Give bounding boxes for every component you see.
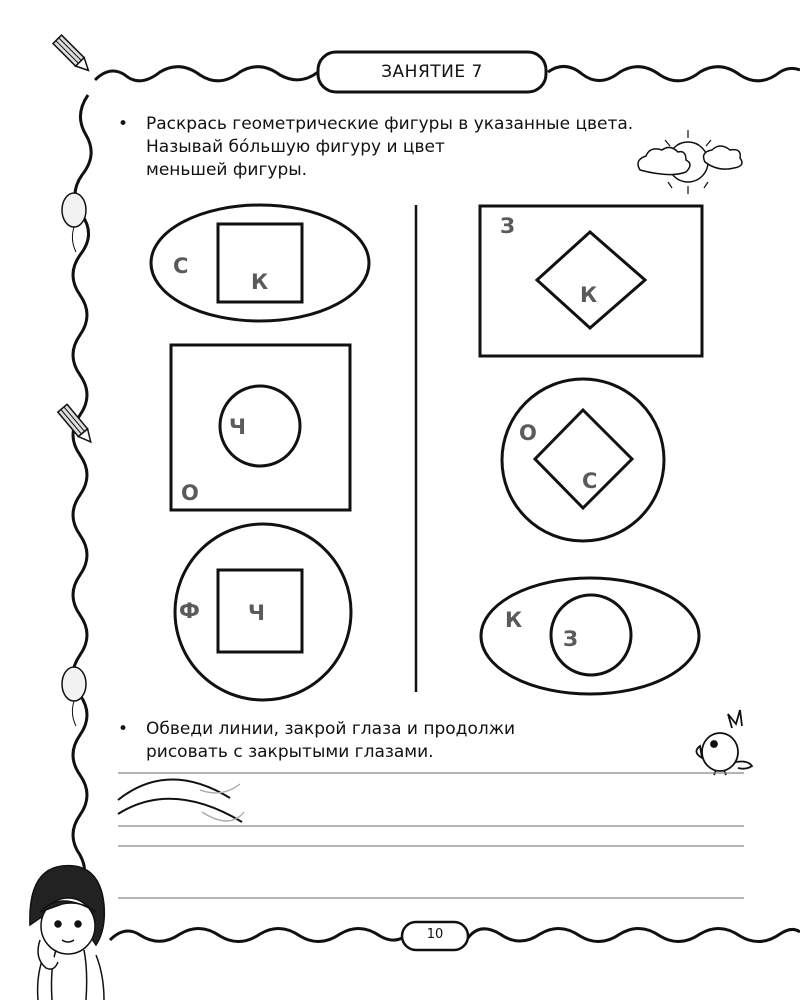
balloon-icon xyxy=(62,193,86,252)
trace-arc xyxy=(118,779,230,800)
task-1-line: меньшей фигуры. xyxy=(146,160,308,180)
bird-icon xyxy=(696,710,752,775)
color-label-inner: Ч xyxy=(248,601,265,625)
color-label-outer: О xyxy=(519,421,537,445)
figure-right-2-outer-circle xyxy=(502,379,664,541)
tracing-area xyxy=(118,773,744,898)
color-label-inner: З xyxy=(563,627,578,651)
page-number: 10 xyxy=(426,927,444,942)
color-label-inner: К xyxy=(580,283,598,307)
bullet: • xyxy=(118,114,129,134)
color-label-inner: Ч xyxy=(229,415,246,439)
figure-right-1-inner-diamond xyxy=(537,232,645,328)
color-label-outer: К xyxy=(505,608,523,632)
color-label-outer: Ф xyxy=(179,599,200,623)
color-label-inner: С xyxy=(582,469,598,493)
color-label-outer: О xyxy=(181,481,199,505)
page-title: ЗАНЯТИЕ 7 xyxy=(381,62,483,82)
figure-right-2 xyxy=(502,379,664,541)
girl-illustration xyxy=(30,866,104,1000)
task-1-instruction xyxy=(118,113,758,185)
task-2-instruction xyxy=(118,718,638,766)
task-2-line: рисовать с закрытыми глазами. xyxy=(146,742,434,762)
pencil-icon xyxy=(58,404,95,445)
task-2-line: Обведи линии, закрой глаза и продолжи xyxy=(146,719,516,739)
color-label-outer: С xyxy=(173,254,189,278)
figure-right-2-inner-diamond xyxy=(535,410,632,508)
color-label-outer: З xyxy=(500,214,515,238)
color-label-inner: К xyxy=(251,270,269,294)
task-1-line: Называй бóльшую фигуру и цвет xyxy=(146,137,445,157)
figure-right-3 xyxy=(481,578,699,694)
bullet: • xyxy=(118,719,129,739)
balloon-icon xyxy=(62,667,86,726)
task-1-line: Раскрась геометрические фигуры в указанные цвета. xyxy=(146,114,634,134)
trace-arc xyxy=(118,799,242,822)
pencil-icon xyxy=(53,35,93,75)
